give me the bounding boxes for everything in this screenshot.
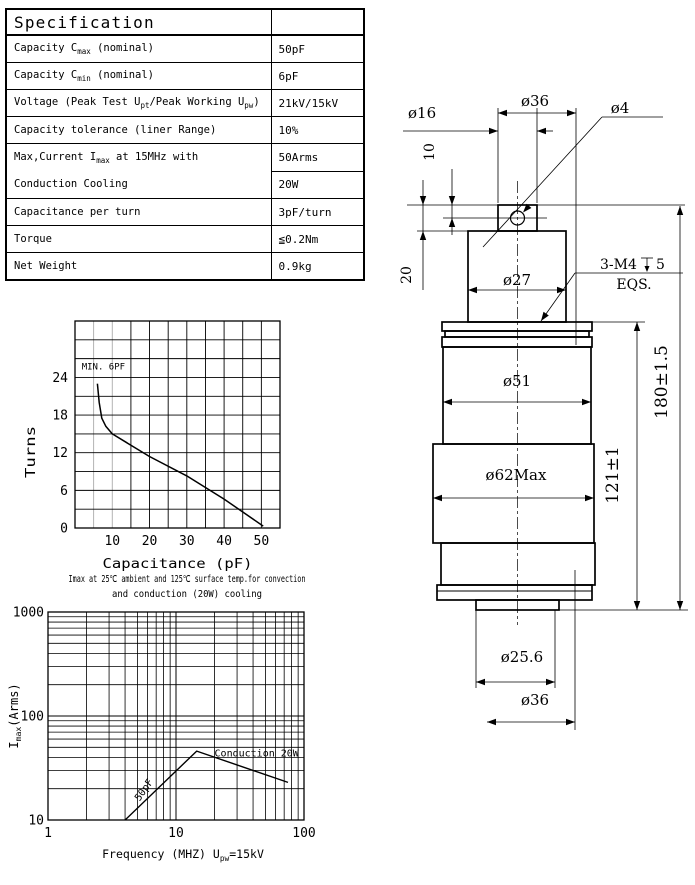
- spec-value-cell: 0.9kg: [271, 253, 364, 281]
- spec-value-cell: 50pF: [271, 35, 364, 63]
- y-axis-label: $I_{max}(Arms)$: [7, 683, 23, 749]
- spec-header-empty-cell: [271, 9, 364, 35]
- y-axis-label: Turns: [24, 438, 39, 478]
- x-tick-label: 30: [178, 534, 195, 549]
- x-tick-label: 20: [141, 534, 158, 549]
- spec-row: [6, 226, 364, 253]
- dimension-arrow: [585, 495, 594, 501]
- dim-label-d256: ø25.6: [500, 648, 544, 666]
- dim-label-m4_depth: 5: [656, 257, 665, 273]
- imax-vs-frequency-chart: [5, 568, 355, 883]
- y-tick-label: 100: [20, 709, 44, 725]
- dim-label-d10: 10: [422, 143, 438, 161]
- dim-label-h180: 180±1.5: [652, 345, 672, 419]
- spec-row: [6, 199, 364, 226]
- spec-label-cell: Max,Current $I_{max}$ at 15MHz with Conduction Cooling: [6, 144, 271, 199]
- y-tick-label: 24: [52, 370, 68, 386]
- dimension-arrow: [487, 719, 496, 725]
- dimension-arrow: [433, 495, 442, 501]
- spec-row: [6, 253, 364, 281]
- spec-value-cell: 10%: [271, 117, 364, 144]
- spec-table: [5, 8, 365, 281]
- annotation: Conduction 20W: [214, 748, 299, 760]
- y-tick-label: 10: [28, 813, 44, 829]
- spec-table-title: Specification: [6, 9, 271, 35]
- dimension-arrow: [476, 679, 485, 685]
- spec-row: [6, 90, 364, 117]
- dimension-arrow: [489, 128, 498, 134]
- dimension-arrow: [541, 312, 549, 321]
- spec-label-cell: Capacitance per turn: [6, 199, 271, 226]
- dimension-arrow: [677, 206, 683, 215]
- dim-label-d36_top: ø36: [520, 92, 550, 110]
- capacitor-outline-drawing: [395, 85, 695, 745]
- dimension-arrow: [420, 196, 426, 205]
- y-tick-label: 0: [60, 521, 68, 537]
- grid: [48, 612, 304, 820]
- dimension-arrow: [537, 128, 546, 134]
- x-tick-label: 10: [104, 534, 121, 549]
- annotation: MIN. 6PF: [81, 362, 126, 373]
- dimension-arrow: [468, 287, 477, 293]
- spec-label-cell: Capacity tolerance (liner Range): [6, 117, 271, 144]
- dimension-labels: [399, 92, 672, 709]
- dimension-arrow: [449, 196, 455, 205]
- spec-label-cell: Capacity $C_{min}$ (nominal): [6, 63, 271, 90]
- spec-label-cell: Net Weight: [6, 253, 271, 281]
- spec-row: [6, 35, 364, 63]
- x-tick-label: 50: [253, 534, 270, 549]
- dim-label-d4: ø4: [610, 99, 630, 117]
- spec-value-cell: ≦0.2Nm: [271, 226, 364, 253]
- dim-label-m4_note: EQS.: [616, 277, 652, 293]
- y-tick-label: 18: [52, 408, 68, 424]
- dimension-arrow: [443, 399, 452, 405]
- x-tick-label: 40: [216, 534, 232, 549]
- y-tick-label: 12: [52, 446, 68, 462]
- chart-title-line: and conduction (20W) cooling: [112, 589, 262, 600]
- spec-row: [6, 63, 364, 90]
- dimension-arrow: [449, 218, 455, 227]
- y-tick-label: 1000: [12, 605, 44, 621]
- dim-label-d36_bottom: ø36: [520, 691, 550, 709]
- annotation: 50pF: [133, 777, 156, 804]
- dimension-arrow: [634, 601, 640, 610]
- spec-row: [6, 144, 364, 172]
- spec-table-body: [6, 9, 364, 280]
- dimension-lines: [403, 108, 688, 730]
- spec-header-row: [6, 9, 364, 35]
- dimension-arrow: [634, 322, 640, 331]
- dim-label-h121: 121±1: [603, 446, 623, 504]
- turns-vs-capacitance-chart: [20, 312, 355, 570]
- x-axis-label: Frequency (MHZ) $U_{pw}=15kV$: [102, 847, 264, 863]
- chart-title-line: Imax at 25℃ ambient and 125℃ surface temp.for convection: [68, 574, 306, 585]
- dimension-arrow: [566, 719, 575, 725]
- dimension-arrow: [645, 266, 650, 272]
- data-series: [97, 384, 263, 526]
- spec-label-cell: Capacity $C_{max}$ (nominal): [6, 35, 271, 63]
- spec-value-cell: 3pF/turn: [271, 199, 364, 226]
- dimension-arrow: [582, 399, 591, 405]
- dimension-arrow: [567, 110, 576, 116]
- x-axis-label: Capacitance (pF): [102, 557, 253, 572]
- x-tick-label: 100: [292, 826, 316, 841]
- x-tick-label: 10: [168, 826, 184, 841]
- dim-label-d51: ø51: [502, 372, 532, 390]
- spec-value-cell: 21kV/15kV: [271, 90, 364, 117]
- dimension-arrow: [677, 601, 683, 610]
- dimension-arrow: [546, 679, 555, 685]
- spec-row: [6, 117, 364, 144]
- spec-value-cell: 20W: [271, 171, 364, 199]
- dim-label-m4_prefix: 3-M4: [600, 257, 637, 273]
- dim-label-d27: ø27: [502, 271, 532, 289]
- dim-label-d62: ø62Max: [485, 466, 547, 484]
- x-tick-label: 1: [44, 826, 52, 841]
- part-outline: [433, 205, 595, 610]
- spec-label-cell: Voltage (Peak Test $U_{pt}$/Peak Working $U_{pw}$): [6, 90, 271, 117]
- dim-label-d20: 20: [399, 266, 415, 284]
- dimension-arrow: [498, 110, 507, 116]
- y-tick-label: 6: [60, 483, 68, 499]
- spec-value-cell: 6pF: [271, 63, 364, 90]
- spec-value-cell: 50Arms: [271, 144, 364, 172]
- dimension-arrow: [420, 231, 426, 240]
- dim-label-d16: ø16: [408, 104, 437, 122]
- spec-label-cell: Torque: [6, 226, 271, 253]
